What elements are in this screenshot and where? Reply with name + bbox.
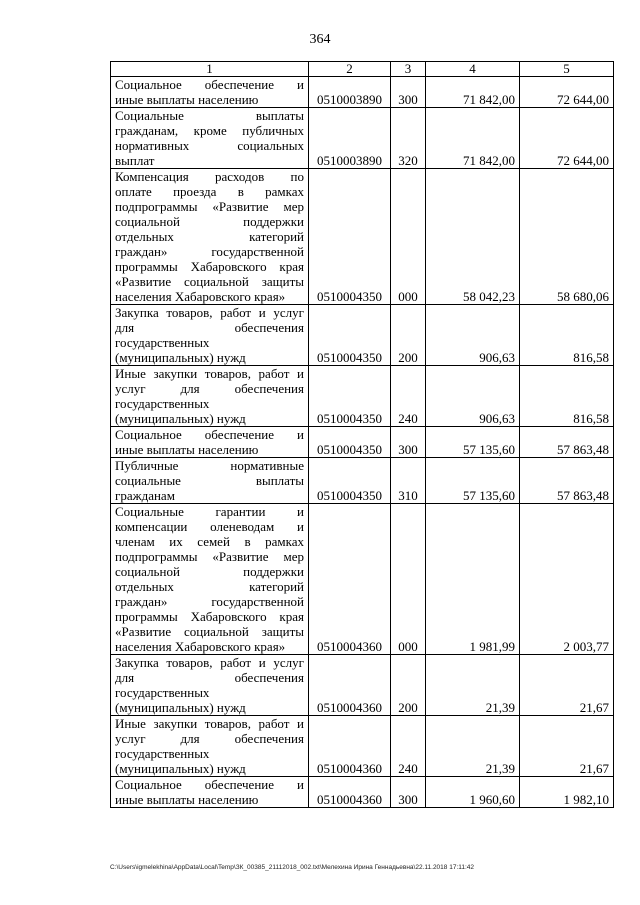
row-value-col4: 1 960,60 [426,777,520,808]
description-line: Социальные гарантии и [115,504,304,519]
description-line: иные выплаты населению [115,792,259,807]
table-row [111,458,614,504]
row-value-col5: 72 644,00 [520,108,614,169]
description-line: гражданам, кроме публичных [115,123,304,138]
row-expense-type: 310 [391,458,426,504]
row-target-code: 0510004360 [309,655,391,716]
row-value-col5: 816,58 [520,305,614,366]
description-line: Социальные выплаты [115,108,304,123]
row-value-col4: 57 135,60 [426,427,520,458]
description-line: Социальное обеспечение и [115,77,304,92]
row-target-code: 0510004350 [309,169,391,305]
description-line: социальной поддержки [115,564,304,579]
row-description [111,77,309,108]
description-line: программы Хабаровского края [115,609,304,624]
row-value-col5: 21,67 [520,655,614,716]
description-line: государственных [115,685,210,700]
row-expense-type: 240 [391,716,426,777]
row-expense-type: 300 [391,427,426,458]
row-value-col5: 2 003,77 [520,504,614,655]
table-row [111,77,614,108]
row-expense-type: 300 [391,777,426,808]
table-row [111,169,614,305]
row-value-col4: 57 135,60 [426,458,520,504]
table-header-row [111,62,614,77]
row-target-code: 0510004350 [309,458,391,504]
description-line: «Развитие социальной защиты [115,274,304,289]
column-header-3: 3 [391,62,426,77]
row-expense-type: 000 [391,169,426,305]
description-line: компенсации оленеводам и [115,519,304,534]
row-value-col5: 1 982,10 [520,777,614,808]
row-value-col4: 1 981,99 [426,504,520,655]
row-expense-type: 300 [391,77,426,108]
description-line: населения Хабаровского края» [115,639,286,654]
table-body [111,77,614,808]
description-line: отдельных категорий [115,579,304,594]
description-line: Социальное обеспечение и [115,427,304,442]
row-target-code: 0510004350 [309,305,391,366]
table-row [111,108,614,169]
row-expense-type: 200 [391,655,426,716]
description-line: (муниципальных) нужд [115,761,246,776]
description-line: оплате проезда в рамках [115,184,304,199]
row-value-col4: 71 842,00 [426,77,520,108]
row-value-col5: 58 680,06 [520,169,614,305]
row-description [111,458,309,504]
description-line: нормативных социальных [115,138,304,153]
table-row [111,427,614,458]
description-line: государственных [115,746,210,761]
row-value-col5: 72 644,00 [520,77,614,108]
row-description [111,366,309,427]
description-line: (муниципальных) нужд [115,700,246,715]
row-description [111,716,309,777]
row-value-col4: 71 842,00 [426,108,520,169]
column-header-4: 4 [426,62,520,77]
description-line: иные выплаты населению [115,92,259,107]
description-line: государственных [115,335,210,350]
description-line: отдельных категорий [115,229,304,244]
description-line: для обеспечения [115,670,304,685]
row-value-col5: 57 863,48 [520,458,614,504]
table-row [111,366,614,427]
description-line: гражданам [115,488,175,503]
table-row [111,716,614,777]
description-line: программы Хабаровского края [115,259,304,274]
row-description [111,108,309,169]
row-description [111,504,309,655]
row-value-col5: 816,58 [520,366,614,427]
table-row [111,777,614,808]
description-line: социальные выплаты [115,473,304,488]
row-value-col5: 57 863,48 [520,427,614,458]
description-line: подпрограммы «Развитие мер [115,549,304,564]
description-line: Закупка товаров, работ и услуг [115,655,304,670]
row-target-code: 0510004350 [309,366,391,427]
description-line: Закупка товаров, работ и услуг [115,305,304,320]
description-line: членам их семей в рамках [115,534,304,549]
row-expense-type: 200 [391,305,426,366]
description-line: услуг для обеспечения [115,731,304,746]
description-line: Иные закупки товаров, работ и [115,716,304,731]
description-line: (муниципальных) нужд [115,350,246,365]
description-line: социальной поддержки [115,214,304,229]
page-number: 364 [309,32,331,47]
row-description [111,305,309,366]
description-line: государственных [115,396,210,411]
row-value-col5: 21,67 [520,716,614,777]
row-target-code: 0510004360 [309,504,391,655]
row-description [111,427,309,458]
column-header-5: 5 [520,62,614,77]
description-line: «Развитие социальной защиты [115,624,304,639]
row-expense-type: 320 [391,108,426,169]
row-description [111,777,309,808]
description-line: граждан» государственной [115,244,304,259]
budget-table [110,61,614,808]
row-value-col4: 21,39 [426,716,520,777]
row-target-code: 0510004350 [309,427,391,458]
row-target-code: 0510004360 [309,716,391,777]
table-row [111,504,614,655]
column-header-1: 1 [111,62,309,77]
row-description [111,655,309,716]
description-line: (муниципальных) нужд [115,411,246,426]
table-row [111,305,614,366]
description-line: услуг для обеспечения [115,381,304,396]
row-description [111,169,309,305]
row-value-col4: 58 042,23 [426,169,520,305]
row-target-code: 0510003890 [309,77,391,108]
description-line: Компенсация расходов по [115,169,304,184]
description-line: Публичные нормативные [115,458,304,473]
row-value-col4: 906,63 [426,366,520,427]
row-value-col4: 906,63 [426,305,520,366]
row-target-code: 0510004360 [309,777,391,808]
row-value-col4: 21,39 [426,655,520,716]
description-line: для обеспечения [115,320,304,335]
file-path-footer: C:\Users\igmelekhina\AppData\Local\Temp\ЗК_00385_21112018_002.txt\Мелехина Ирина Геннадьевна\22.11.2018 17:11:42 [110,864,475,871]
description-line: подпрограммы «Развитие мер [115,199,304,214]
column-header-2: 2 [309,62,391,77]
row-expense-type: 240 [391,366,426,427]
description-line: населения Хабаровского края» [115,289,286,304]
row-expense-type: 000 [391,504,426,655]
description-line: граждан» государственной [115,594,304,609]
table-row [111,655,614,716]
description-line: иные выплаты населению [115,442,259,457]
description-line: Социальное обеспечение и [115,777,304,792]
description-line: Иные закупки товаров, работ и [115,366,304,381]
description-line: выплат [115,153,155,168]
row-target-code: 0510003890 [309,108,391,169]
